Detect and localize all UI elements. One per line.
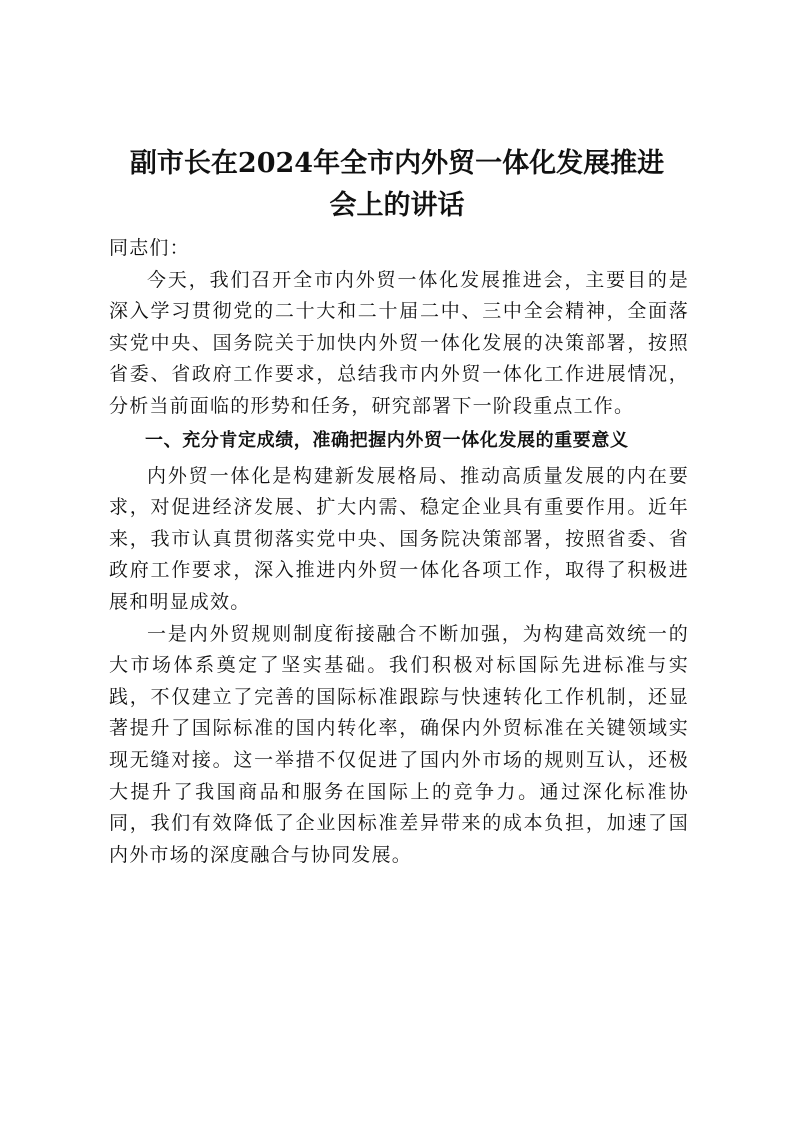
document-body: [109, 233, 689, 871]
document-title: [92, 143, 702, 227]
section-1-paragraph-2: 一是内外贸规则制度衔接融合不断加强，为构建高效统一的大市场体系奠定了坚实基础。我们积极对标国际先进标准与实践，不仅建立了完善的国际标准跟踪与快速转化工作机制，还显著提升了国际标准的国内转化率，确保内外贸标准在关键领域实现无缝对接。这一举措不仅促进了国内外市场的规则互认，还极大提升了我国商品和服务在国际上的竞争力。通过深化标准协同，我们有效降低了企业因标准差异带来的成本负担，加速了国内外市场的深度融合与协同发展。: [109, 622, 689, 866]
salutation: 同志们：: [109, 237, 190, 259]
title-line-1: 副市长在2024年全市内外贸一体化发展推进: [129, 148, 665, 179]
section-heading-1: 一、充分肯定成绩，准确把握内外贸一体化发展的重要意义: [145, 429, 629, 451]
section-1-paragraph-1: 内外贸一体化是构建新发展格局、推动高质量发展的内在要求，对促进经济发展、扩大内需、稳定企业具有重要作用。近年来，我市认真贯彻落实党中央、国务院决策部署，按照省委、省政府工作要求，深入推进内外贸一体化各项工作，取得了积极进展和明显成效。: [109, 464, 689, 613]
intro-paragraph: 今天，我们召开全市内外贸一体化发展推进会，主要目的是深入学习贯彻党的二十大和二十届二中、三中全会精神，全面落实党中央、国务院关于加快内外贸一体化发展的决策部署，按照省委、省政府工作要求，总结我市内外贸一体化工作进展情况，分析当前面临的形势和任务，研究部署下一阶段重点工作。: [109, 268, 689, 417]
title-line-2: 会上的讲话: [329, 190, 465, 221]
